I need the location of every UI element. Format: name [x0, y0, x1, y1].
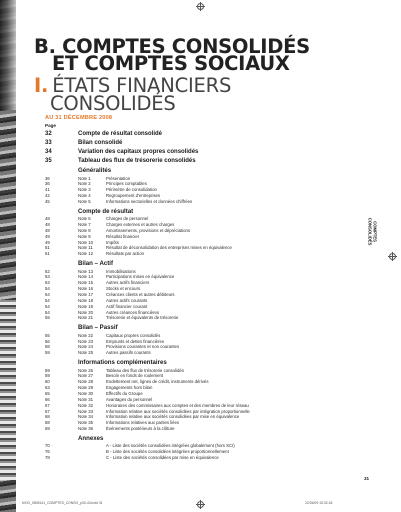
toc-page-number: 36 [45, 175, 50, 181]
toc-section [45, 359, 345, 432]
toc-entry-title: Impôts [106, 239, 119, 245]
footer-timestamp: 22/04/09 15:32:18 [305, 501, 333, 505]
subtitle-line-2: CONSOLIDÉS [50, 92, 176, 115]
toc-note-number: Note 23 [78, 338, 94, 344]
toc-note-number: Note 24 [78, 344, 94, 350]
toc-page-number: 60 [45, 379, 50, 385]
toc-page-number: 68 [45, 420, 50, 426]
toc-note-number: Note 21 [78, 315, 94, 321]
toc-page-number: 54 [45, 286, 50, 292]
toc-note-number [78, 455, 106, 461]
main-statement-page: 35 [45, 157, 52, 164]
toc-page-number: 45 [45, 198, 50, 204]
subtitle-line-1: ÉTATS FINANCIERS [52, 74, 232, 97]
toc-note-number: Note 31 [78, 396, 94, 402]
footer-file-name: NXCI_0805141_COMPTES_CONSO_p30-43.indd 31 [22, 501, 103, 505]
toc-entry-title: Tableau des flux de trésorerie consolidés [106, 367, 184, 373]
title-line-2: ET COMPTES SOCIAUX [52, 52, 290, 75]
toc-entry-title: Capitaux propres consolidés [106, 332, 161, 338]
toc-note-number: Note 30 [78, 390, 94, 396]
toc-entry-title: Endettement net, lignes de crédit, instruments dérivés [106, 379, 209, 385]
toc-page-number: 67 [45, 402, 50, 408]
toc-page-number: 55 [45, 332, 50, 338]
toc-note-number: Note 15 [78, 280, 94, 286]
toc-note-number: Note 14 [78, 274, 94, 280]
toc-page-number: 48 [45, 222, 50, 228]
toc-page-number: 48 [45, 227, 50, 233]
toc-entry-title: Effectifs du Groupe [106, 390, 143, 396]
roman-numeral: I. [34, 74, 49, 97]
toc-section [45, 324, 345, 356]
toc-row [45, 426, 345, 432]
toc-row [45, 315, 345, 321]
page-column-label: Page [45, 123, 56, 128]
toc-page-number: 54 [45, 292, 50, 297]
crop-mark-bottom-icon [196, 500, 205, 509]
main-statement-title: Variation des capitaux propres consolidés [78, 148, 199, 155]
toc-note-number: Note 5 [78, 198, 91, 204]
toc-note-number: Note 36 [78, 426, 94, 432]
section-heading: Bilan – Actif [78, 260, 113, 268]
side-tab [365, 208, 379, 256]
toc-page-number: 58 [45, 344, 50, 350]
toc-page-number: 53 [45, 274, 50, 280]
toc-entry-title: Stocks et encours [106, 286, 141, 292]
toc-entry-title: Immobilisations [106, 268, 136, 274]
toc-page-number: 59 [45, 373, 50, 379]
toc-entry-title: B - Liste des sociétés consolidées intégrées proportionnellement [106, 449, 229, 455]
toc-page-number: 53 [45, 280, 50, 286]
toc-note-number: Note 26 [78, 367, 94, 373]
section-heading: Bilan – Passif [78, 324, 118, 332]
main-statement-page: 32 [45, 130, 52, 137]
section-heading: Compte de résultat [78, 207, 134, 215]
toc-row [45, 455, 345, 461]
toc-entry-title: Présentation [106, 175, 131, 181]
toc-page-number: 70 [45, 443, 50, 449]
toc-entry-title: Charges externes et autres charges [106, 222, 175, 228]
page-number: 31 [364, 476, 370, 481]
toc-page-number: 76 [45, 449, 50, 455]
photo-strip-upper [0, 0, 16, 110]
toc-section [45, 260, 345, 321]
toc-page-number: 63 [45, 385, 50, 391]
toc-note-number: Note 3 [78, 187, 91, 193]
title-line-1: B. COMPTES CONSOLIDÉS [34, 35, 310, 58]
toc-page-number: 59 [45, 367, 50, 373]
toc-entry-title: Principes comptables [106, 181, 147, 187]
toc-page-number: 55 [45, 315, 50, 321]
toc-page-number: 65 [45, 390, 50, 396]
toc-entry-title: Informations sectorielles et données chiffrées [106, 198, 193, 204]
toc-note-number: Note 13 [78, 268, 94, 274]
toc-page-number: 67 [45, 408, 50, 414]
crop-mark-right-icon [388, 252, 397, 261]
toc-entry-title: Résultat financier [106, 233, 140, 239]
toc-note-number: Note 4 [78, 193, 91, 199]
toc-entry-title: Résultat de déconsolidation des entreprises mises en équivalence [106, 245, 232, 251]
toc-note-number: Note 34 [78, 414, 94, 420]
toc-note-number: Note 35 [78, 420, 94, 426]
crop-mark-top-icon [196, 2, 205, 11]
section-heading: Annexes [78, 434, 104, 442]
toc-entry-title: Emprunts et dettes financières [106, 338, 165, 344]
toc-note-number: Note 25 [78, 350, 94, 356]
toc-note-number: Note 6 [78, 216, 91, 222]
toc-entry-title: Regroupement d'entreprises [106, 193, 161, 199]
main-statements-list [45, 129, 285, 165]
toc-entry-title: Amortissements, provisions et dépréciations [106, 227, 191, 233]
section-heading: Informations complémentaires [78, 359, 167, 367]
toc-entry-title: Besoin en fonds de roulement [106, 373, 164, 379]
toc-note-number: Note 8 [78, 227, 91, 233]
photo-strip-lower [0, 300, 16, 480]
main-statement-row [45, 156, 285, 165]
toc-note-number: Note 7 [78, 222, 91, 228]
toc-note-number: Note 9 [78, 233, 91, 239]
main-statement-page: 34 [45, 148, 52, 155]
toc-entry-title: Actif financier courant [106, 303, 148, 309]
toc-note-number: Note 12 [78, 251, 94, 257]
toc-entry-title: Autres passifs courants [106, 350, 151, 356]
toc-page-number: 54 [45, 309, 50, 315]
toc-entry-title: Autres actifs courants [106, 297, 148, 303]
toc-entry-title: Information relative aux sociétés consolidées par mise en équivalence [106, 414, 240, 420]
toc-note-number: Note 27 [78, 373, 94, 379]
toc-note-number: Note 20 [78, 309, 94, 315]
toc-note-number: Note 28 [78, 379, 94, 385]
toc-note-number: Note 16 [78, 286, 94, 292]
toc-page-number: 54 [45, 303, 50, 309]
toc-entry-title: Trésorerie et équivalents de trésorerie [106, 315, 179, 321]
toc-page-number: 42 [45, 193, 50, 199]
toc-page-number: 69 [45, 426, 50, 432]
main-statement-row [45, 138, 285, 147]
page-subtitle [34, 74, 394, 115]
main-statement-title: Tableau des flux de trésorerie consolidés [78, 157, 196, 164]
toc-note-number: Note 19 [78, 303, 94, 309]
toc-row [45, 199, 345, 205]
toc-note-number: Note 10 [78, 239, 94, 245]
toc-entry-title: Honoraires des commissaires aux comptes et des membres de leur réseau [106, 402, 249, 408]
main-statement-row [45, 147, 285, 156]
side-tab-line-2: CONSOLIDÉS [368, 218, 373, 246]
side-tab-line-1: COMPTES [372, 221, 378, 243]
toc-page-number: 52 [45, 268, 50, 274]
toc-page-number: 36 [45, 181, 50, 187]
toc-entry-title: Avantages du personnel [106, 396, 153, 402]
main-statement-row [45, 129, 285, 138]
page-title [34, 35, 394, 75]
toc-section [45, 208, 345, 257]
toc-entry-title: Provisions courantes et non courantes [106, 344, 180, 350]
report-date: AU 31 DÉCEMBRE 2008 [45, 115, 113, 121]
toc-page-number: 56 [45, 338, 50, 344]
notes-sections [45, 167, 345, 464]
toc-entry-title: Périmètre de consolidation [106, 187, 157, 193]
toc-entry-title: Résultats par action [106, 251, 144, 257]
toc-note-number: Note 17 [78, 292, 94, 297]
toc-section [45, 167, 345, 205]
toc-page-number: 48 [45, 216, 50, 222]
toc-row [45, 251, 345, 257]
toc-entry-title: Informations relatives aux parties liées [106, 420, 180, 426]
toc-entry-title: A - Liste des sociétés consolidées intégrées globalement (hors SCI) [106, 443, 235, 449]
toc-entry-title: Engagements hors bilan [106, 385, 153, 391]
toc-note-number: Note 32 [78, 402, 94, 408]
toc-page-number: 51 [45, 245, 50, 251]
main-statement-title: Compte de résultat consolidé [78, 130, 163, 137]
toc-note-number: Note 18 [78, 297, 94, 303]
toc-page-number: 59 [45, 350, 50, 356]
toc-row [45, 350, 345, 356]
toc-note-number: Note 22 [78, 332, 94, 338]
toc-entry-title: C - Liste des sociétés consolidées par mise en équivalence [106, 455, 219, 461]
toc-page-number: 54 [45, 297, 50, 303]
section-heading: Généralités [78, 167, 112, 174]
toc-entry-title: Information relative aux sociétés consolidées par intégration proportionnelle [106, 408, 250, 414]
toc-page-number: 51 [45, 251, 50, 257]
toc-page-number: 49 [45, 239, 50, 245]
toc-note-number: Note 29 [78, 385, 94, 391]
main-statement-title: Bilan consolidé [78, 139, 123, 146]
toc-page-number: 66 [45, 396, 50, 402]
toc-note-number: Note 2 [78, 181, 91, 187]
main-statement-page: 33 [45, 139, 52, 146]
toc-entry-title: Charges de personnel [106, 216, 149, 222]
toc-section [45, 435, 345, 461]
toc-entry-title: Participations mises en équivalence [106, 274, 175, 280]
toc-page-number: 49 [45, 233, 50, 239]
toc-entry-title: Autres actifs financiers [106, 280, 150, 286]
toc-entry-title: Événements postérieurs à la clôture [106, 426, 175, 432]
toc-entry-title: Créances clients et autres débiteurs [106, 292, 175, 297]
toc-page-number: 78 [45, 455, 50, 461]
toc-note-number: Note 11 [78, 245, 93, 251]
toc-page-number: 41 [45, 187, 50, 193]
toc-page-number: 68 [45, 414, 50, 420]
toc-note-number: Note 1 [78, 175, 91, 181]
toc-entry-title: Autres créances financières [106, 309, 160, 315]
toc-note-number: Note 33 [78, 408, 94, 414]
